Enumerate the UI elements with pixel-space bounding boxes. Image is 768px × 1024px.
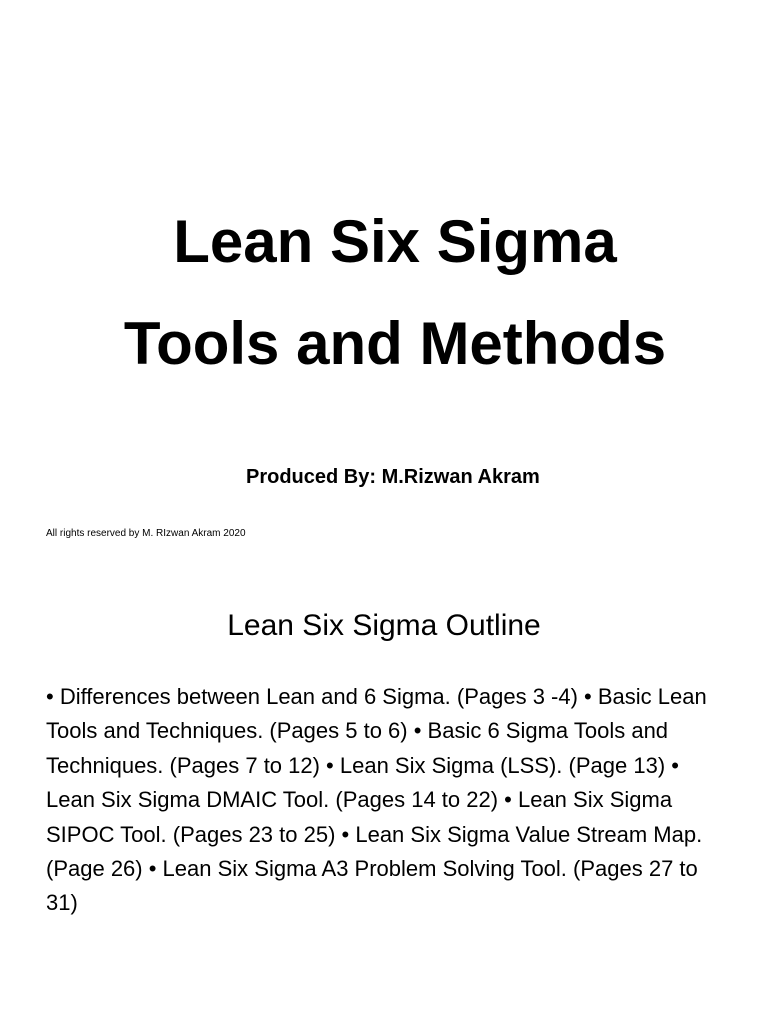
author-byline: Produced By: M.Rizwan Akram: [246, 466, 540, 488]
title-line-2: Tools and Methods: [123, 310, 667, 377]
copyright-notice: All rights reserved by M. RIzwan Akram 2020: [46, 528, 246, 539]
title-line-1: Lean Six Sigma: [173, 208, 617, 275]
outline-paragraph: • Differences between Lean and 6 Sigma. (Pages 3 -4) • Basic Lean Tools and Techniques. (Pages 5 to 6) • Basic 6 Sigma Tools and Techniques. (Pages 7 to 12) • Lean Six Sigma (LSS). (Page 13) • Lean Six Sigma DMAIC Tool. (Pages 14 to 22) • Lean Six Sigma SIPOC Tool. (Pages 23 to 25) • Lean Six Sigma Value Stream Map. (Page 26) • Lean Six Sigma A3 Problem Solving Tool. (Pages 27 to 31): [46, 684, 707, 916]
outline-heading: Lean Six Sigma Outline: [227, 609, 541, 642]
